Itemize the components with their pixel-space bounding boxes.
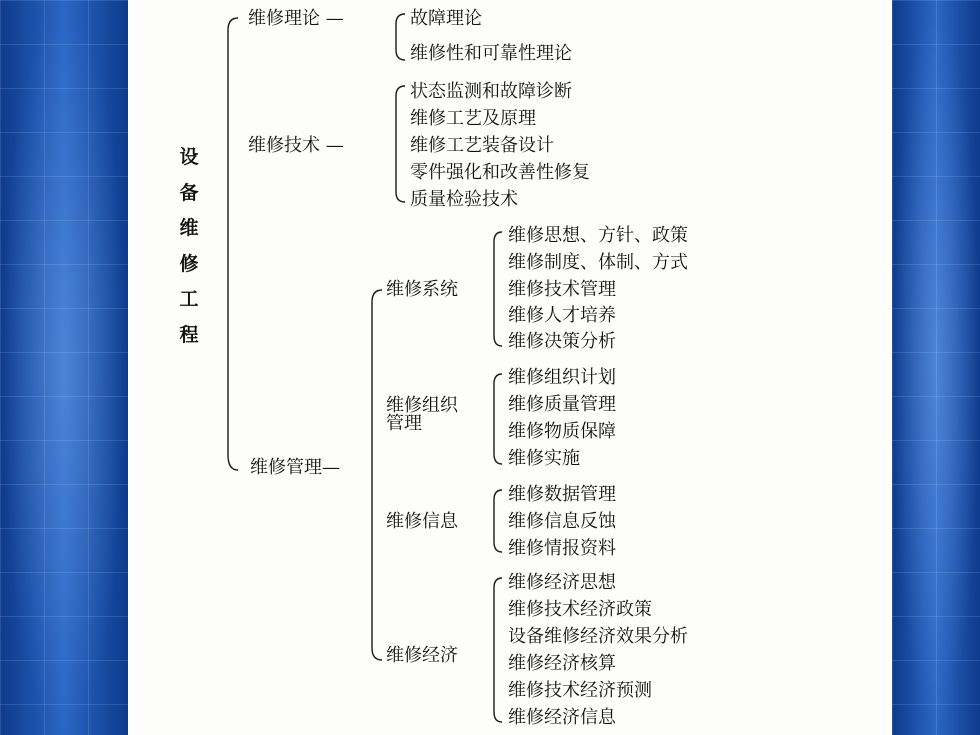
root-label: 设备维修工程 (179, 146, 199, 346)
organization-label-line1: 维修组织 (386, 395, 458, 416)
economy-item: 设备维修经济效果分析 (508, 626, 688, 647)
economy-item: 维修技术经济政策 (508, 599, 652, 620)
management-label: 维修管理— (250, 457, 340, 478)
organization-item: 维修组织计划 (508, 367, 616, 388)
root-bracket (228, 18, 238, 470)
information-label: 维修信息 (386, 511, 458, 532)
organization-item: 维修质量管理 (508, 394, 616, 415)
management-bracket (372, 290, 382, 660)
theory-label: 维修理论 — (248, 8, 344, 29)
technology-item: 状态监测和故障诊断 (410, 81, 572, 102)
theory-item: 故障理论 (410, 8, 482, 29)
technology-item: 质量检验技术 (410, 189, 518, 210)
theory-bracket (396, 14, 405, 60)
organization-bracket (494, 374, 502, 464)
theory-item: 维修性和可靠性理论 (410, 43, 572, 64)
economy-item: 维修经济信息 (508, 707, 616, 728)
technology-bracket (396, 86, 405, 202)
technology-item: 零件强化和改善性修复 (410, 162, 590, 183)
system-item: 维修人才培养 (508, 305, 616, 326)
economy-item: 维修经济核算 (508, 653, 616, 674)
system-label: 维修系统 (386, 279, 458, 300)
technology-label: 维修技术 — (248, 135, 344, 156)
technology-item: 维修工艺装备设计 (410, 135, 554, 156)
information-bracket (494, 490, 502, 552)
information-item: 维修数据管理 (508, 484, 616, 505)
economy-item: 维修经济思想 (508, 572, 616, 593)
organization-item: 维修实施 (508, 448, 580, 469)
system-bracket (494, 232, 502, 346)
organization-item: 维修物质保障 (508, 421, 616, 442)
economy-label: 维修经济 (386, 645, 458, 666)
organization-label-line2: 管理 (386, 413, 422, 434)
economy-bracket (494, 578, 502, 722)
system-item: 维修决策分析 (508, 331, 616, 352)
economy-item: 维修技术经济预测 (508, 680, 652, 701)
information-item: 维修信息反蚀 (508, 511, 616, 532)
system-item: 维修思想、方针、政策 (508, 225, 688, 246)
information-item: 维修情报资料 (508, 538, 616, 559)
system-item: 维修制度、体制、方式 (508, 252, 688, 273)
system-item: 维修技术管理 (508, 279, 616, 300)
technology-item: 维修工艺及原理 (410, 108, 536, 129)
